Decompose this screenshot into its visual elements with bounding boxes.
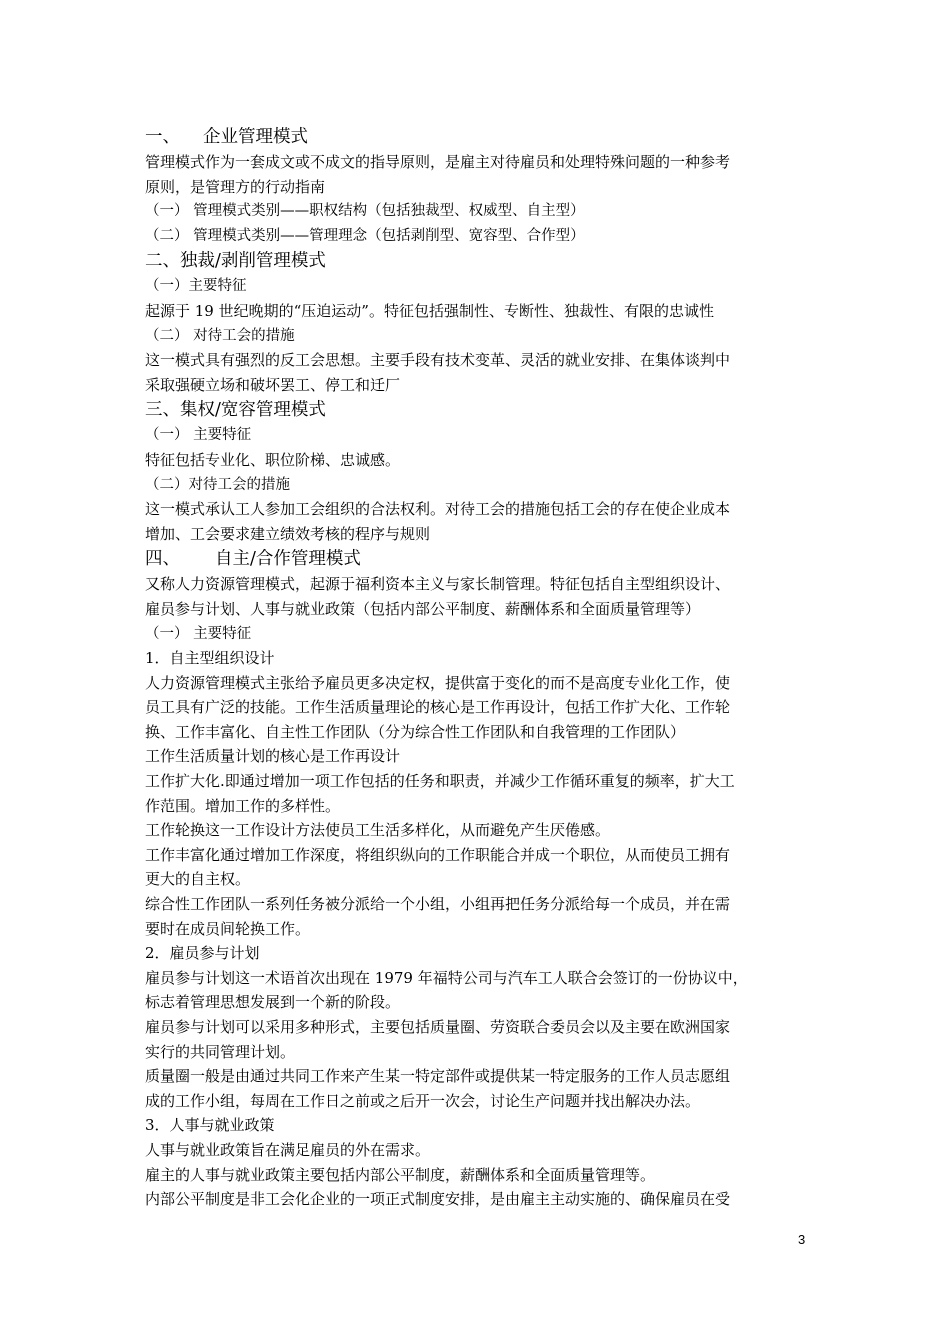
document-body: [145, 124, 810, 1212]
subsection-heading: （一）主要特征: [145, 278, 247, 295]
paragraph-line: 起源于 19 世纪晚期的“压迫运动”。特征包括强制性、专断性、独裁性、有限的忠诚性: [145, 301, 714, 320]
paragraph-line: 换、工作丰富化、自主性工作团队（分为综合性工作团队和自我管理的工作团队）: [145, 722, 686, 741]
paragraph-line: 雇员参与计划可以采用多种形式，主要包括质量圈、劳资联合委员会以及主要在欧洲国家: [145, 1018, 731, 1036]
paragraph-line: 要时在成员间轮换工作。: [145, 919, 311, 938]
paragraph-line: 采取强硬立场和破坏罢工、停工和迁厂: [145, 375, 401, 394]
paragraph-line: 雇主的人事与就业政策主要包括内部公平制度，薪酬体系和全面质量管理等。: [145, 1165, 656, 1184]
section-heading: 三、集权/宽容管理模式: [145, 400, 326, 421]
paragraph-line: 雇员参与计划、人事与就业政策（包括内部公平制度、薪酬体系和全面质量管理等）: [145, 599, 701, 618]
section-title: 自主/合作管理模式: [215, 549, 361, 570]
paragraph-line: 作范围。增加工作的多样性。: [145, 796, 341, 815]
paragraph-line: 又称人力资源管理模式，起源于福利资本主义与家长制管理。特征包括自主型组织设计、: [145, 575, 731, 594]
paragraph-line: 管理模式作为一套成文或不成文的指导原则，是雇主对待雇员和处理特殊问题的一种参考: [145, 153, 731, 171]
paragraph-line: 增加、工会要求建立绩效考核的程序与规则: [145, 524, 431, 543]
paragraph-line: 内部公平制度是非工会化企业的一项正式制度安排，是由雇主主动实施的、确保雇员在受: [145, 1190, 731, 1209]
paragraph-line: 成的工作小组，每周在工作日之前或之后开一次会，讨论生产问题并找出解决办法。: [145, 1091, 701, 1110]
section-number: 一、: [145, 127, 180, 147]
paragraph-line: 原则，是管理方的行动指南: [145, 177, 326, 196]
section-heading: [145, 124, 810, 150]
paragraph-line: 工作扩大化.即通过增加一项工作包括的任务和职责，并减少工作循环重复的频率，扩大工: [145, 772, 735, 791]
paragraph-line: 更大的自主权。: [145, 870, 251, 889]
subsection-heading: （一） 主要特征: [145, 427, 252, 444]
subsection-heading: （二）对待工会的措施: [145, 476, 290, 493]
section-heading: 二、独裁/剥削管理模式: [145, 251, 326, 272]
section-number: 四、: [145, 549, 180, 570]
paragraph-line: 人力资源管理模式主张给予雇员更多决定权，提供富于变化的而不是高度专业化工作，使: [145, 673, 731, 692]
page-number: 3: [798, 1232, 806, 1247]
subsection-heading: （二） 对待工会的措施: [145, 327, 295, 344]
paragraph-line: 标志着管理思想发展到一个新的阶段。: [145, 993, 401, 1012]
section-heading: [145, 546, 810, 572]
section-title: 企业管理模式: [203, 127, 308, 147]
paragraph-line: 1．自主型组织设计: [145, 649, 275, 668]
paragraph-line: 雇员参与计划这一术语首次出现在 1979 年福特公司与汽车工人联合会签订的一份协议中，: [145, 968, 748, 987]
paragraph-line: 员工具有广泛的技能。工作生活质量理论的核心是工作再设计，包括工作扩大化、工作轮: [145, 698, 731, 717]
subsection-heading: （二） 管理模式类别——管理理念（包括剥削型、宽容型、合作型）: [145, 227, 585, 244]
paragraph-line: 质量圈一般是由通过共同工作来产生某一特定部件或提供某一特定服务的工作人员志愿组: [145, 1067, 731, 1086]
subsection-heading: （一） 管理模式类别——职权结构（包括独裁型、权威型、自主型）: [145, 203, 585, 220]
paragraph-line: 综合性工作团队一系列任务被分派给一个小组，小组再把任务分派给每一个成员，并在需: [145, 895, 731, 914]
subsection-heading: （一） 主要特征: [145, 625, 252, 642]
paragraph-line: 人事与就业政策旨在满足雇员的外在需求。: [145, 1140, 431, 1159]
paragraph-line: 这一模式承认工人参加工会组织的合法权利。对待工会的措施包括工会的存在使企业成本: [145, 500, 731, 519]
paragraph-line: 工作轮换这一工作设计方法使员工生活多样化，从而避免产生厌倦感。: [145, 821, 611, 840]
paragraph-line: 工作生活质量计划的核心是工作再设计: [145, 747, 401, 766]
paragraph-line: 工作丰富化通过增加工作深度，将组织纵向的工作职能合并成一个职位，从而使员工拥有: [145, 845, 731, 864]
paragraph-line: 特征包括专业化、职位阶梯、忠诚感。: [145, 450, 401, 469]
paragraph-line: 这一模式具有强烈的反工会思想。主要手段有技术变革、灵活的就业安排、在集体谈判中: [145, 351, 731, 370]
paragraph-line: 2．雇员参与计划: [145, 944, 260, 963]
paragraph-line: 3．人事与就业政策: [145, 1116, 275, 1135]
paragraph-line: 实行的共同管理计划。: [145, 1042, 296, 1061]
